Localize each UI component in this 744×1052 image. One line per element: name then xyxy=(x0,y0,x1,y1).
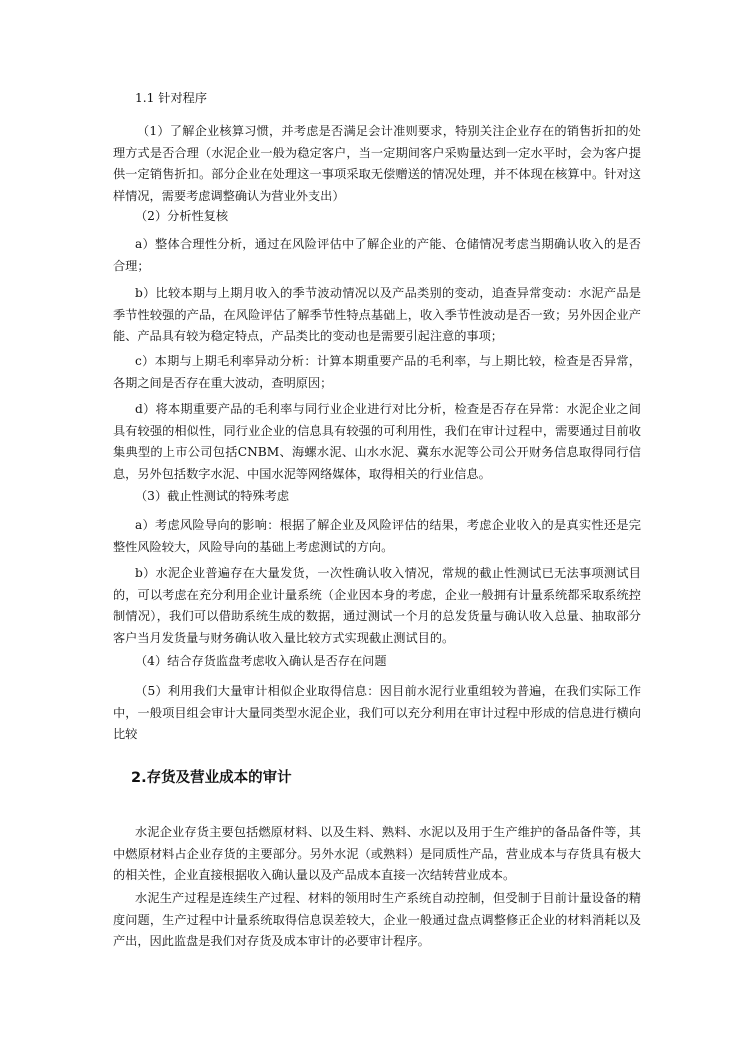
paragraph-2c: c）本期与上期毛利率异动分析：计算本期重要产品的毛利率，与上期比较，检查是否异常，各期之间是否存在重大波动，查明原因； xyxy=(113,354,641,390)
paragraph-inventory-2: 水泥生产过程是连续生产过程、材料的领用时生产系统自动控制，但受制于目前计量设备的精度问题，生产过程中计量系统取得信息误差较大，企业一般通过盘点调整修正企业的材料消耗以及产出，因此监盘是我们对存货及成本审计的必要审计程序。 xyxy=(113,891,641,948)
paragraph-2b: b）比较本期与上期月收入的季节波动情况以及产品类别的变动，追查异常变动：水泥产品是季节性较强的产品，在风险评估了解季节性特点基础上，收入季节性波动是否一致；另外因企业产能、产品具有较为稳定特点，产品类比的变动也是需要引起注意的事项； xyxy=(113,286,641,343)
subheading-cutoff-test: （3）截止性测试的特殊考虑 xyxy=(135,489,290,503)
paragraph-2d: d）将本期重要产品的毛利率与同行业企业进行对比分析，检查是否存在异常：水泥企业之间具有较强的相似性，同行业企业的信息具有较强的可利用性，我们在审计过程中，需要通过目前收集典型的上市公司包括CNBM、海螺水泥、山水水泥、冀东水泥等公司公开财务信息取得同行信息，另外包括数字水泥、中国水泥等网络媒体，取得相关的行业信息。 xyxy=(113,402,641,481)
section-heading-1-1: 1.1 针对程序 xyxy=(135,91,208,105)
paragraph-3a: a）考虑风险导向的影响：根据了解企业及风险评估的结果，考虑企业收入的是真实性还是完整性风险较大，风险导向的基础上考虑测试的方向。 xyxy=(113,518,641,554)
paragraph-inventory-1: 水泥企业存货主要包括燃原材料、以及生料、熟料、水泥以及用于生产维护的备品备件等，其中燃原材料占企业存货的主要部分。另外水泥（或熟料）是同质性产品，营业成本与存货具有极大的相关性，企业直接根据收入确认量以及产品成本直接一次结转营业成本。 xyxy=(113,825,641,882)
section-heading-2: 2.存货及营业成本的审计 xyxy=(131,770,292,786)
paragraph-1: （1）了解企业核算习惯，并考虑是否满足会计准则要求，特别关注企业存在的销售折扣的处理方式是否合理（水泥企业一般为稳定客户，当一定期间客户采购量达到一定水平时，会为客户提供一定销售折扣。部分企业在处理这一事项采取无偿赠送的情况处理，并不体现在核算中。针对这样情况，需要考虑调整确认为营业外支出） xyxy=(113,124,641,203)
paragraph-3b: b）水泥企业普遍存在大量发货，一次性确认收入情况，常规的截止性测试已无法事项测试目的，可以考虑在充分利用企业计量系统（企业因本身的考虑，企业一般拥有计量系统都采取系统控制情况），我们可以借助系统生成的数据，通过测试一个月的总发货量与确认收入总量、抽取部分客户当月发货量与财务确认收入量比较方式实现截止测试目的。 xyxy=(113,566,641,645)
paragraph-2a: a）整体合理性分析，通过在风险评估中了解企业的产能、仓储情况考虑当期确认收入的是否合理； xyxy=(113,237,641,273)
subheading-analytical-review: （2）分析性复核 xyxy=(135,209,229,223)
subheading-inventory-observation: （4）结合存货监盘考虑收入确认是否存在问题 xyxy=(135,654,387,668)
paragraph-5: （5）利用我们大量审计相似企业取得信息：因目前水泥行业重组较为普遍，在我们实际工作中，一般项目组会审计大量同类型水泥企业，我们可以充分利用在审计过程中形成的信息进行横向比较 xyxy=(113,684,641,741)
